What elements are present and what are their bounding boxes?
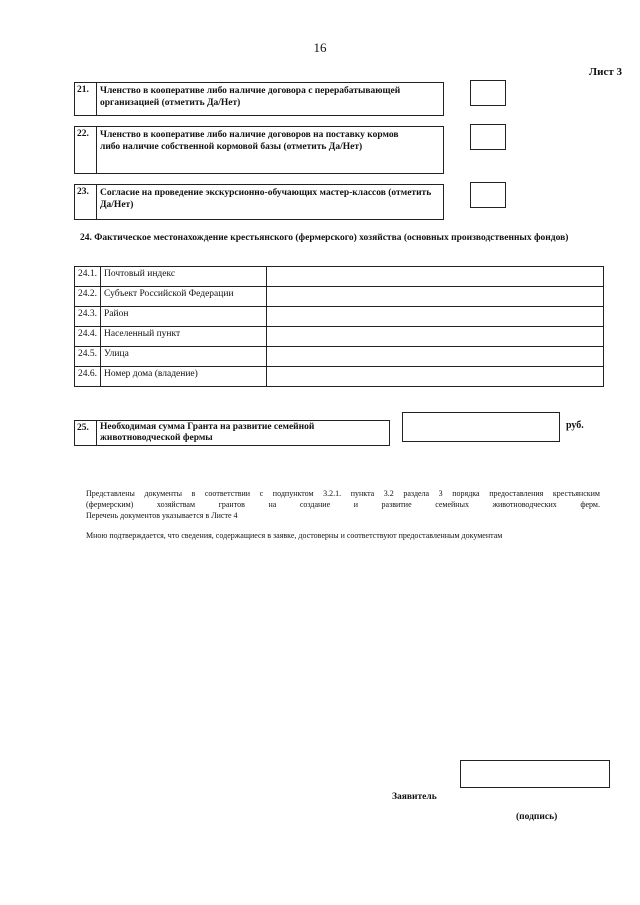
- row-label: Район: [101, 307, 267, 327]
- documents-note-line: Перечень документов указывается в Листе 4: [86, 511, 238, 520]
- section-24-heading: 24. Фактическое местонахождение крестьянского (фермерского) хозяйства (основных производственных фондов): [80, 233, 569, 243]
- table-row: [75, 287, 604, 307]
- question-number: 21.: [75, 83, 97, 115]
- row-number: 24.4.: [75, 327, 101, 347]
- table-row: [75, 307, 604, 327]
- street-field[interactable]: [267, 347, 604, 367]
- row-label: Субъект Российской Федерации: [101, 287, 267, 307]
- question-22: [74, 126, 444, 174]
- answer-23-field[interactable]: [470, 182, 506, 208]
- grant-amount-field[interactable]: [402, 412, 560, 442]
- documents-note-line: (фермерским) хозяйствам грантов на создание и развитие семейных животноводческих ферм.: [86, 500, 600, 509]
- table-row: [75, 327, 604, 347]
- question-number: 23.: [75, 185, 97, 219]
- question-23: [74, 184, 444, 220]
- district-field[interactable]: [267, 307, 604, 327]
- sheet-label: Лист 3: [588, 66, 622, 78]
- row-number: 24.2.: [75, 287, 101, 307]
- question-text: Членство в кооперативе либо наличие договоров на поставку кормов либо наличие собственной кормовой базы (отметить Да/Нет): [100, 130, 399, 152]
- row-number: 24.3.: [75, 307, 101, 327]
- address-table: [74, 266, 604, 387]
- question-25: [74, 420, 390, 446]
- question-21: [74, 82, 444, 116]
- house-number-field[interactable]: [267, 367, 604, 387]
- documents-note: [86, 488, 600, 521]
- question-text: Необходимая сумма Гранта на развитие семейной животноводческой фермы: [100, 422, 315, 443]
- signature-caption: (подпись): [516, 812, 558, 822]
- row-label: Улица: [101, 347, 267, 367]
- table-row: [75, 367, 604, 387]
- documents-note-line: Представлены документы в соответствии с подпунктом 3.2.1. пункта 3.2 раздела 3 порядка предоставления крестьянским: [86, 489, 600, 498]
- row-label: Номер дома (владение): [101, 367, 267, 387]
- page-number: 16: [313, 40, 327, 55]
- signature-field[interactable]: [460, 760, 610, 788]
- applicant-label: Заявитель: [392, 792, 437, 802]
- settlement-field[interactable]: [267, 327, 604, 347]
- answer-22-field[interactable]: [470, 124, 506, 150]
- table-row: [75, 347, 604, 367]
- row-number: 24.6.: [75, 367, 101, 387]
- row-number: 24.5.: [75, 347, 101, 367]
- answer-21-field[interactable]: [470, 80, 506, 106]
- confirmation-text: Мною подтверждается, что сведения, содержащиеся в заявке, достоверны и соответствуют предоставленным документам: [86, 531, 503, 540]
- question-text: Согласие на проведение экскурсионно-обучающих мастер-классов (отметить Да/Нет): [100, 188, 432, 210]
- region-field[interactable]: [267, 287, 604, 307]
- question-text: Членство в кооперативе либо наличие договора с перерабатывающей организацией (отметить Да/Нет): [100, 86, 401, 108]
- row-label: Населенный пункт: [101, 327, 267, 347]
- row-label: Почтовый индекс: [101, 267, 267, 287]
- question-number: 25.: [75, 421, 97, 445]
- currency-label: руб.: [566, 420, 584, 431]
- row-number: 24.1.: [75, 267, 101, 287]
- table-row: [75, 267, 604, 287]
- postal-code-field[interactable]: [267, 267, 604, 287]
- question-number: 22.: [75, 127, 97, 173]
